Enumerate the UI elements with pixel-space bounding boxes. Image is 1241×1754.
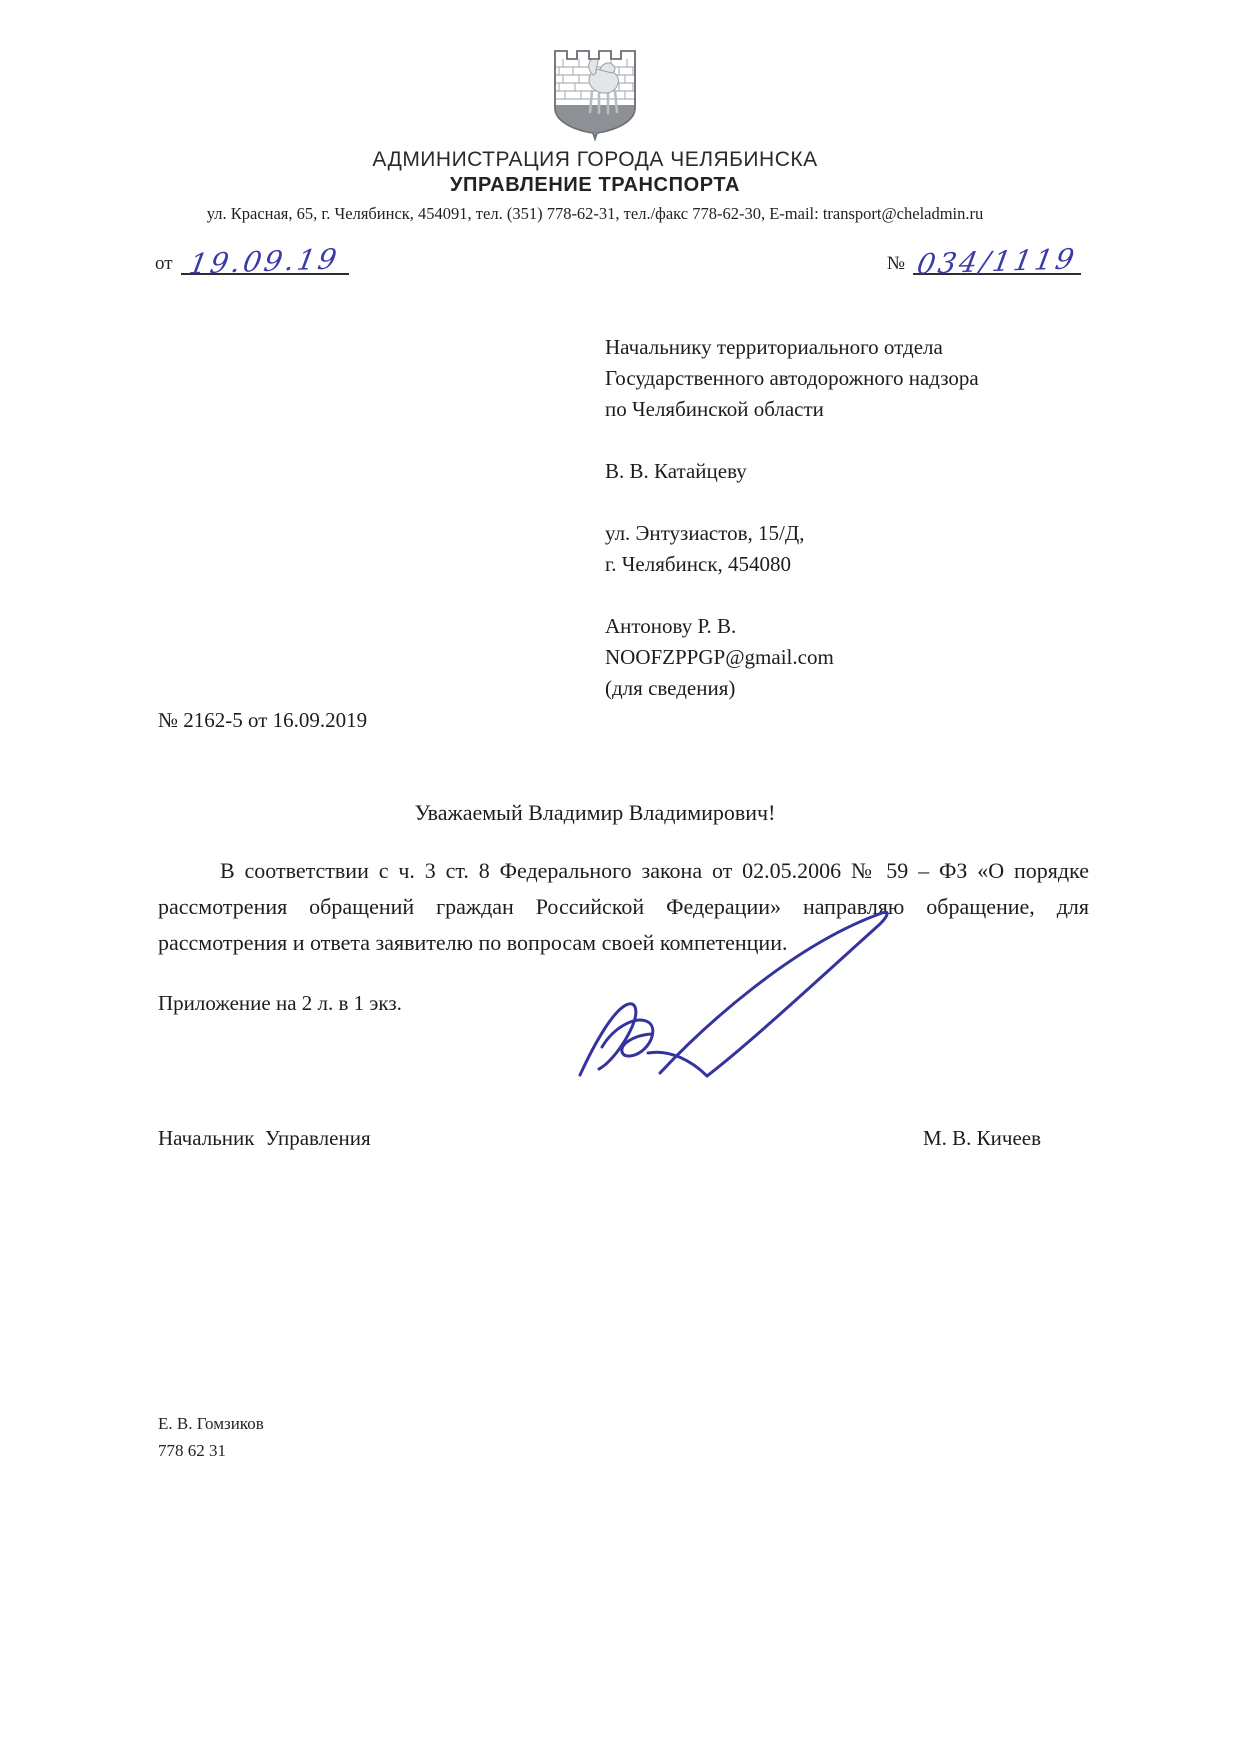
letterhead bbox=[0, 42, 1190, 224]
executor-phone: 778 62 31 bbox=[158, 1441, 226, 1460]
handwritten-number: 034/1119 bbox=[914, 242, 1080, 281]
signature-row bbox=[158, 1126, 1041, 1151]
department-name: УПРАВЛЕНИЕ ТРАНСПОРТА bbox=[449, 174, 740, 196]
reference-row bbox=[155, 242, 1081, 281]
recipient-position-line: по Челябинской области bbox=[605, 397, 824, 421]
signer-position: Начальник Управления bbox=[158, 1126, 371, 1150]
copy-recipient-email: NOOFZPPGP@gmail.com bbox=[605, 645, 834, 669]
handwritten-signature-icon bbox=[552, 903, 912, 1083]
recipient-address-line: г. Челябинск, 454080 bbox=[605, 552, 792, 576]
number-field bbox=[886, 242, 1081, 281]
outgoing-reference: № 2162-5 от 16.09.2019 bbox=[158, 708, 368, 732]
recipient-address-line: ул. Энтузиастов, 15/Д, bbox=[605, 521, 805, 545]
number-underline bbox=[913, 242, 1081, 281]
date-label: от bbox=[155, 253, 173, 274]
copy-recipient-note: (для сведения) bbox=[605, 676, 736, 700]
signer-name: М. В. Кичеев bbox=[922, 1126, 1041, 1150]
executor-footer bbox=[158, 1410, 264, 1464]
copy-recipient-name: Антонову Р. В. bbox=[605, 614, 737, 638]
contact-line: ул. Красная, 65, г. Челябинск, 454091, тел. (351) 778-62-31, тел./факс 778-62-30, E-mail: transport@cheladmin.ru bbox=[206, 204, 984, 223]
recipient-position-line: Государственного автодорожного надзора bbox=[605, 366, 979, 390]
recipient-name: В. В. Катайцеву bbox=[605, 459, 747, 483]
recipient-block bbox=[605, 332, 979, 704]
organization-name: АДМИНИСТРАЦИЯ ГОРОДА ЧЕЛЯБИНСКА bbox=[372, 148, 818, 171]
body-paragraph: В соответствии с ч. 3 ст. 8 Федерального закона от 02.05.2006 № 59 – ФЗ «О порядке рассмотрения обращений граждан Российской Федерации» направляю обращение, для рассмотрения и ответа заявителю по вопросам своей компетенции. bbox=[158, 858, 1089, 955]
date-underline bbox=[181, 242, 349, 281]
handwritten-date: 19.09.19 bbox=[186, 242, 343, 281]
salutation: Уважаемый Владимир Владимирович! bbox=[414, 800, 776, 825]
number-label: № bbox=[886, 253, 905, 274]
date-field bbox=[155, 242, 349, 281]
attachment-note: Приложение на 2 л. в 1 экз. bbox=[158, 991, 402, 1015]
executor-name: Е. В. Гомзиков bbox=[158, 1414, 264, 1433]
recipient-position-line: Начальнику территориального отдела bbox=[605, 335, 943, 359]
chelyabinsk-coat-of-arms-icon bbox=[549, 42, 641, 142]
